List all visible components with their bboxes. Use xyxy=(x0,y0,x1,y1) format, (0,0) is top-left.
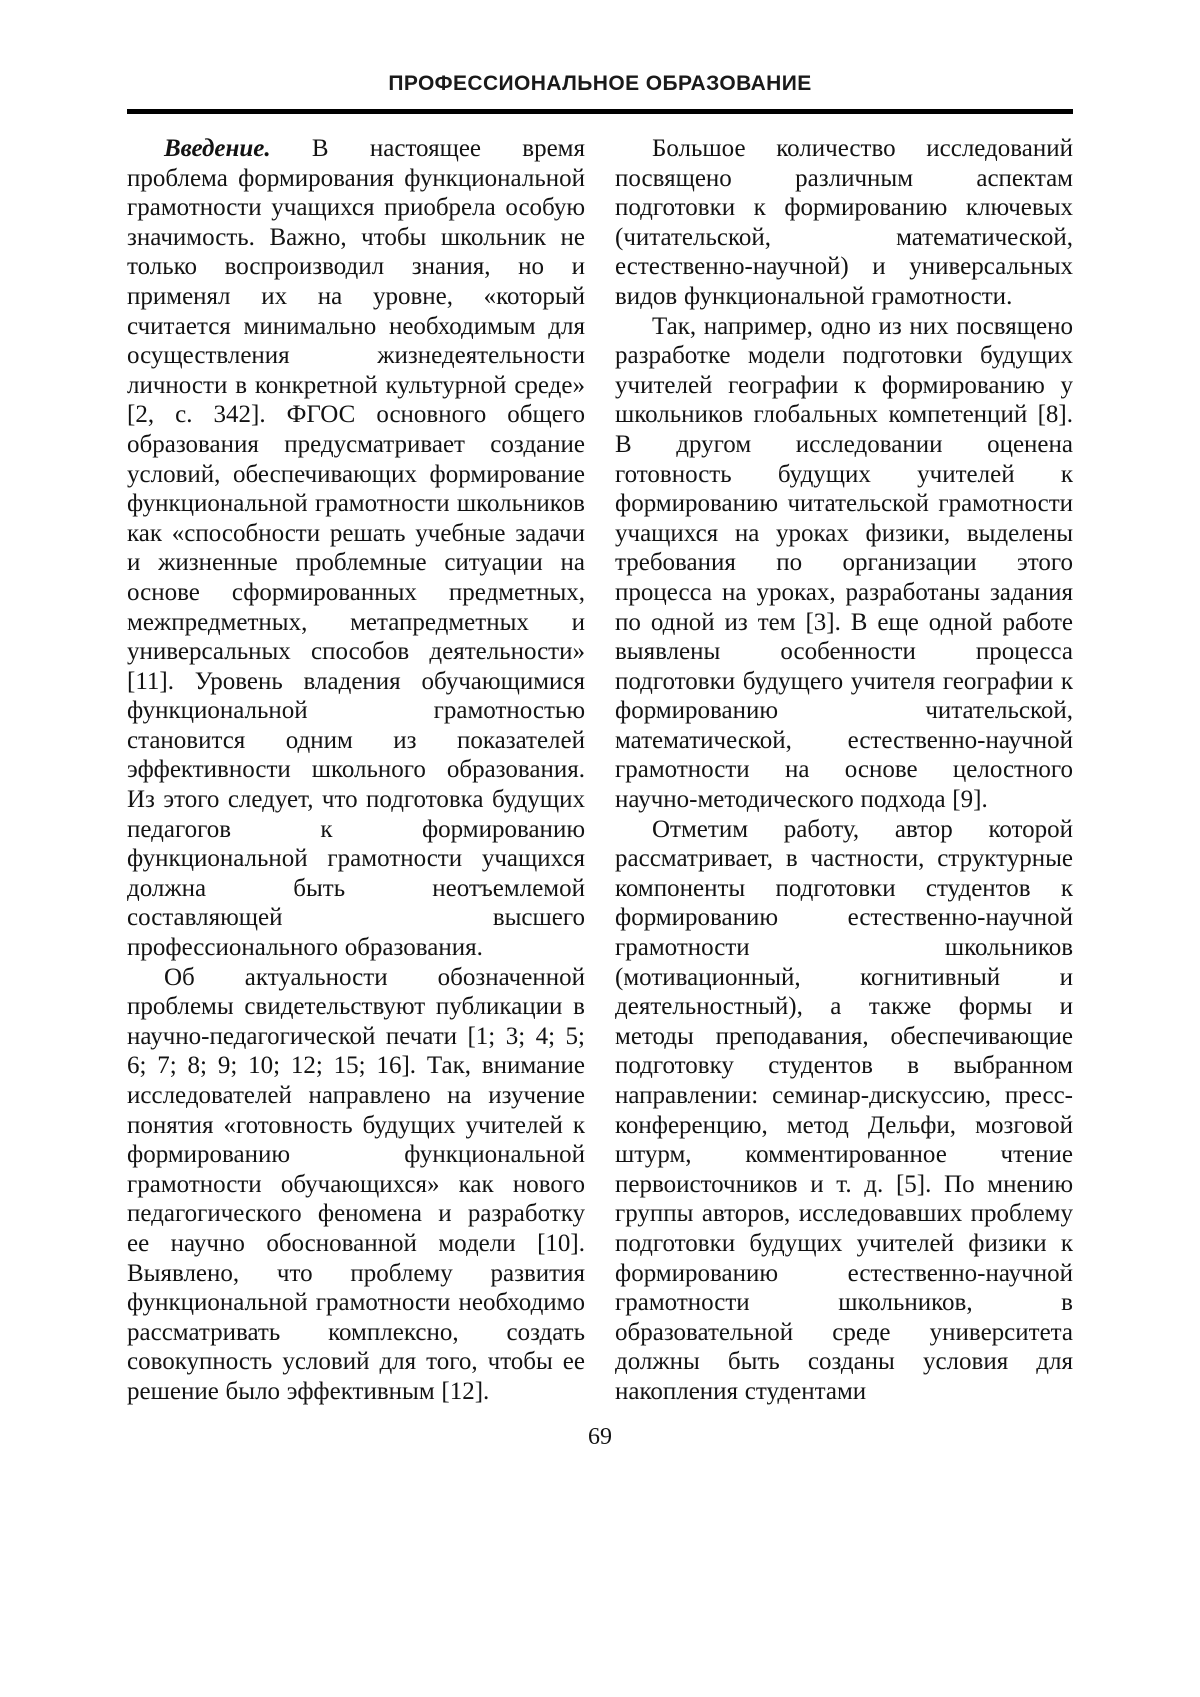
right-column xyxy=(615,134,1073,1407)
text-columns xyxy=(127,134,1073,1407)
header-rule xyxy=(127,109,1073,114)
paragraph: Введение. В настоящее время проблема формирования функциональной грамотности учащихся приобрела особую значимость. Важно, чтобы школьник не только воспроизводил знания, но и применял их на уровне, «который считается минимально необходимым для осуществления жизнедеятельности личности в конкретной культурной среде» [2, с. 342]. ФГОС основного общего образования предусматривает создание условий, обеспечивающих формирование функциональной грамотности школьников как «способности решать учебные задачи и жизненные проблемные ситуации на основе сформированных предметных, межпредметных, метапредметных и универсальных способов деятельности» [11]. Уровень владения обучающимися функциональной грамотностью становится одним из показателей эффективности школьного образования. Из этого следует, что подготовка будущих педагогов к формированию функциональной грамотности учащихся должна быть неотъемлемой составляющей высшего профессионального образования. xyxy=(127,135,586,962)
paragraph: Так, например, одно из них посвящено разработке модели подготовки будущих учителей географии к формированию у школьников глобальных компетенций [8]. В другом исследовании оценена готовность будущих учителей к формированию читательской грамотности учащихся на уроках физики, выделены требования по организации этого процесса на уроках, разработаны задания по одной из тем [3]. В еще одной работе выявлены особенности процесса подготовки будущего учителя географии к формированию читательской, математической, естественно-научной грамотности на основе целостного научно-методического подхода [9]. xyxy=(615,312,1073,814)
paragraph: Об актуальности обозначенной проблемы свидетельствуют публикации в научно-педагогической печати [1; 3; 4; 5; 6; 7; 8; 9; 10; 12; 15; 16]. Так, внимание исследователей направлено на изучение понятия «готовность будущих учителей к формированию функциональной грамотности обучающихся» как нового педагогического феномена и разработку ее научно обоснованной модели [10]. Выявлено, что проблему развития функциональной грамотности необходимо рассматривать комплексно, создать совокупность условий для того, чтобы ее решение было эффективным [12]. xyxy=(127,963,585,1405)
paragraph: Отметим работу, автор которой рассматривает, в частности, структурные компоненты подготовки студентов к формированию естественно-научной грамотности школьников (мотивационный, когнитивный и деятельностный), а также формы и методы преподавания, обеспечивающие подготовку студентов в выбранном направлении: семинар-дискуссию, пресс-конференцию, метод Дельфи, мозговой штурм, комментированное чтение первоисточников и т. д. [5]. По мнению группы авторов, исследовавших проблему подготовки будущих учителей физики к формированию естественно-научной грамотности школьников, в образовательной среде университета должны быть созданы условия для накопления студентами xyxy=(615,815,1073,1405)
page-number: 69 xyxy=(588,1424,612,1450)
paragraph-lead: Введение. xyxy=(164,135,312,162)
running-head: ПРОФЕССИОНАЛЬНОЕ ОБРАЗОВАНИЕ xyxy=(388,72,812,95)
paragraph: Большое количество исследований посвящено различным аспектам подготовки к формированию ключевых (читательской, математической, естественно-научной) и универсальных видов функциональной грамотности. xyxy=(615,135,1073,310)
left-column xyxy=(127,134,585,1407)
